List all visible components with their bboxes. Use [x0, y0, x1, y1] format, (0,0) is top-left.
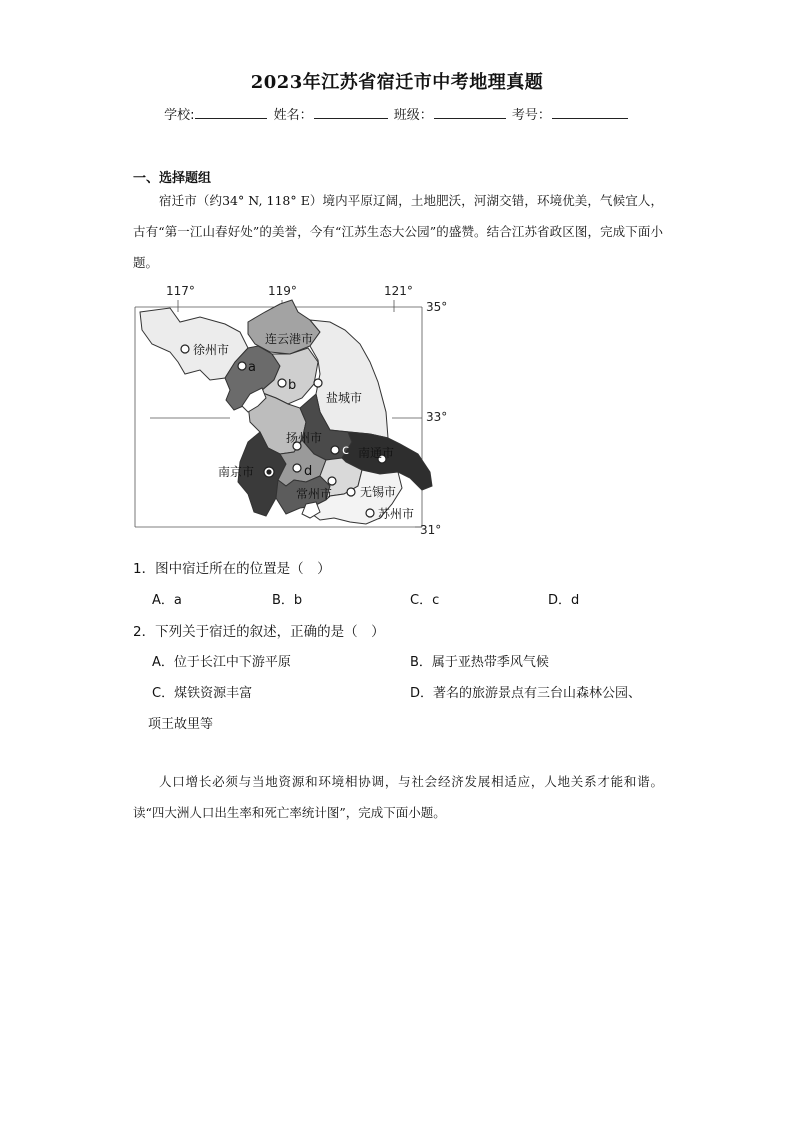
point-b-marker	[278, 379, 286, 387]
q2-option-d-continuation: 项王故里等	[148, 717, 214, 732]
wuxi-marker	[347, 488, 355, 496]
suzhou-marker	[366, 509, 374, 517]
name-label: 姓名：	[273, 108, 313, 123]
q2-option-d[interactable]: D．著名的旅游景点有三台山森林公园、	[410, 686, 642, 701]
point-label-d: d	[304, 464, 313, 479]
name-blank[interactable]	[314, 104, 388, 119]
lat-label-35: 35°	[426, 300, 448, 314]
city-label-wuxi: 无锡市	[360, 485, 397, 499]
city-label-lianyungang: 连云港市	[265, 332, 314, 346]
lat-label-31: 31°	[420, 523, 442, 537]
class-label: 班级：	[393, 108, 433, 123]
passage-suqian: 宿迁市（约34° N, 118° E）境内平原辽阔，土地肥沃，河湖交错，环境优美，气候宜人，古有“第一江山春好处”的美誉，今有“江苏生态大公园”的盛赞。结合江苏省政区图，完成下面小题。	[133, 193, 663, 270]
lon-label-117: 117°	[166, 284, 195, 298]
city-label-yangzhou: 扬州市	[286, 431, 323, 445]
point-label-c: c	[342, 443, 350, 458]
exam-number-label: 考号：	[511, 108, 551, 123]
jiangsu-map	[130, 282, 450, 544]
city-label-xuzhou: 徐州市	[193, 343, 230, 357]
q1-option-d[interactable]: D．d	[548, 593, 580, 608]
city-label-changzhou: 常州市	[296, 487, 333, 501]
q1-option-c[interactable]: C．c	[410, 593, 440, 608]
question-1-stem: 1．图中宿迁所在的位置是（ ）	[133, 561, 331, 577]
point-label-a: a	[248, 360, 256, 375]
question-2-stem: 2．下列关于宿迁的叙述，正确的是（ ）	[133, 624, 385, 640]
city-label-yancheng: 盐城市	[326, 391, 363, 405]
point-d-marker	[293, 464, 301, 472]
school-label: 学校:	[164, 108, 195, 123]
point-label-b: b	[288, 378, 297, 393]
changzhou-marker	[328, 477, 336, 485]
lon-label-121: 121°	[384, 284, 413, 298]
city-label-nanjing: 南京市	[218, 465, 255, 479]
section-heading: 一、选择题组	[133, 171, 212, 186]
q2-option-c[interactable]: C．煤铁资源丰富	[152, 686, 253, 701]
q2-option-a[interactable]: A．位于长江中下游平原	[152, 655, 291, 670]
xuzhou-marker	[181, 345, 189, 353]
nanjing-dot	[267, 470, 271, 474]
passage-population: 人口增长必须与当地资源和环境相协调，与社会经济发展相适应，人地关系才能和谐。读“四大洲人口出生率和死亡率统计图”，完成下面小题。	[133, 774, 663, 820]
lat-label-33: 33°	[426, 410, 448, 424]
point-c-marker	[331, 446, 339, 454]
class-blank[interactable]	[434, 104, 506, 119]
yancheng-marker	[314, 379, 322, 387]
city-label-suzhou: 苏州市	[378, 507, 415, 521]
q2-option-b[interactable]: B．属于亚热带季风气候	[410, 655, 549, 670]
student-info-line	[0, 104, 794, 123]
exam-number-blank[interactable]	[552, 104, 628, 119]
q1-option-a[interactable]: A．a	[152, 593, 182, 608]
lon-label-119: 119°	[268, 284, 297, 298]
point-a-marker	[238, 362, 246, 370]
page-title: 2023年江苏省宿迁市中考地理真题	[250, 72, 544, 93]
school-blank[interactable]	[195, 104, 267, 119]
q1-option-b[interactable]: B．b	[272, 593, 303, 608]
city-label-nantong: 南通市	[358, 446, 395, 460]
